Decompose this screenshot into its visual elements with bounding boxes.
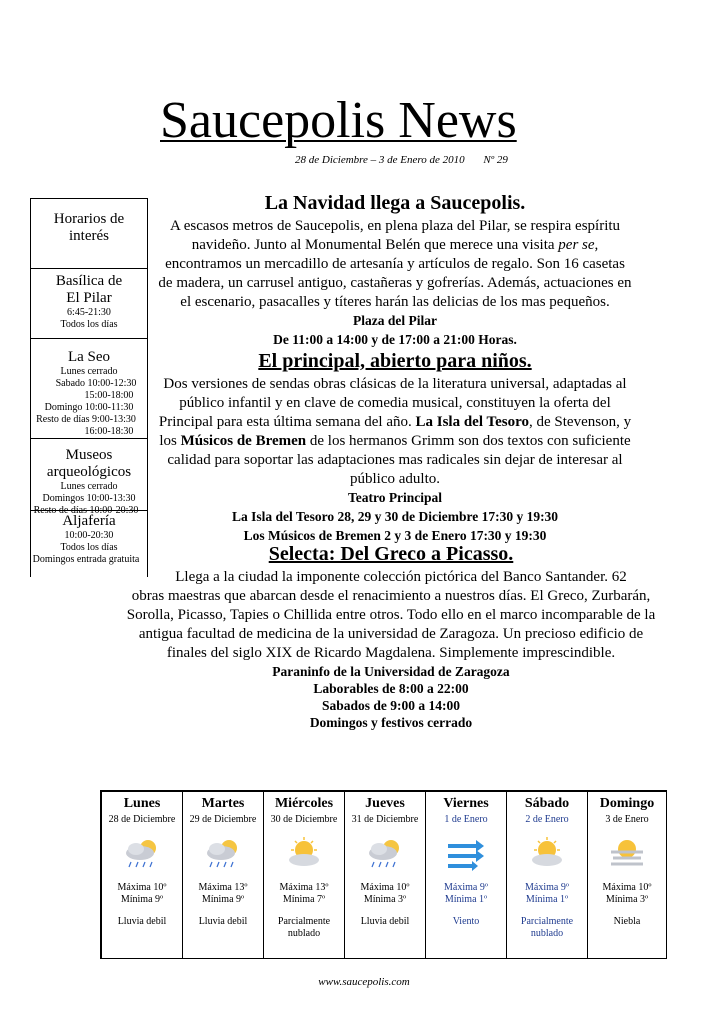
weather-day-column bbox=[183, 792, 264, 958]
seo-hours: 15:00-18:00 bbox=[84, 390, 134, 401]
weather-condition bbox=[102, 916, 182, 928]
body-text: , de Stevenson, y bbox=[529, 414, 632, 430]
body-line bbox=[155, 236, 635, 255]
weather-condition bbox=[507, 916, 587, 940]
weather-max: Máxima 13º bbox=[279, 882, 329, 893]
weather-min: Mínima 3º bbox=[605, 894, 649, 905]
body-text: navideño. Junto al Monumental Belén que merece una visita bbox=[191, 237, 559, 253]
museos-title: Museos bbox=[65, 447, 113, 463]
body-line: finales del siglo XIX de Ricardo Magdalena. Simplemente imprescindible. bbox=[166, 645, 616, 661]
article-principal bbox=[155, 350, 635, 544]
body-line: A escasos metros de Saucepolis, en plena plaza del Pilar, se respira espíritu bbox=[169, 218, 621, 234]
aljaferia-hours: Domingos entrada gratuita bbox=[32, 554, 140, 565]
wind-icon bbox=[446, 836, 486, 872]
seo-hours: Domingo 10:00-11:30 bbox=[44, 402, 134, 413]
weather-date: 2 de Enero bbox=[525, 814, 569, 825]
sidebar-header bbox=[30, 198, 148, 269]
venue-schedule: Los Músicos de Bremen 2 y 3 de Enero 17:30 y 19:30 bbox=[243, 528, 547, 543]
body-line: obras maestras que abarcan desde el renacimiento a nuestros días. El Greco, Zurbarán, bbox=[131, 588, 651, 604]
basilica-hours: Todos los días bbox=[60, 319, 118, 330]
basilica-hours: 6:45-21:30 bbox=[67, 307, 111, 318]
weather-condition bbox=[426, 916, 506, 928]
weather-date: 30 de Diciembre bbox=[270, 814, 338, 825]
museos-hours: Domingos 10:00-13:30 bbox=[42, 493, 136, 504]
body-line bbox=[155, 413, 635, 432]
partly-cloudy-icon bbox=[527, 836, 567, 872]
body-line bbox=[155, 432, 635, 451]
museos-hours: Resto de días 10:00-20:30 bbox=[33, 505, 139, 516]
seo-hours: Resto de días 9:00-13:30 bbox=[36, 414, 136, 425]
weather-condition-line: Viento bbox=[452, 916, 480, 927]
seo-hours: Sabado 10:00-12:30 bbox=[55, 378, 137, 389]
body-line: antigua facultad de medicina de la universidad de Zaragoza. Un precioso edificio de bbox=[138, 626, 644, 642]
venue-name: Teatro Principal bbox=[347, 490, 443, 505]
weather-temps bbox=[102, 882, 182, 906]
weather-min: Mínima 9º bbox=[120, 894, 164, 905]
weather-condition bbox=[588, 916, 666, 928]
sidebar-item-basilica bbox=[30, 268, 148, 339]
aljaferia-hours: 10:00-20:30 bbox=[64, 530, 114, 541]
weather-min: Mínima 9º bbox=[201, 894, 245, 905]
sidebar-header-line: Horarios de bbox=[53, 211, 125, 227]
weather-condition-line: Lluvia debil bbox=[360, 916, 410, 927]
weather-temps bbox=[345, 882, 425, 906]
article-body bbox=[95, 568, 687, 663]
weather-date: 3 de Enero bbox=[605, 814, 649, 825]
weather-condition-line: Parcialmente bbox=[277, 916, 331, 927]
weather-max: Máxima 10º bbox=[602, 882, 652, 893]
weather-max: Máxima 10º bbox=[360, 882, 410, 893]
venue-name: Paraninfo de la Universidad de Zaragoza bbox=[272, 664, 510, 679]
weather-day-column bbox=[426, 792, 507, 958]
weather-temps bbox=[426, 882, 506, 906]
seo-hours: Lunes cerrado bbox=[60, 366, 118, 377]
museos-hours: Lunes cerrado bbox=[60, 481, 118, 492]
weather-condition bbox=[183, 916, 263, 928]
weather-day-name: Jueves bbox=[365, 796, 405, 811]
weather-temps bbox=[588, 882, 666, 906]
weather-min: Mínima 3º bbox=[363, 894, 407, 905]
venue-schedule: Laborables de 8:00 a 22:00 bbox=[313, 681, 469, 696]
weather-condition-line: Niebla bbox=[613, 916, 641, 927]
aljaferia-title: Aljafería bbox=[62, 513, 116, 529]
weather-condition-line: Lluvia debil bbox=[117, 916, 167, 927]
weather-day-name: Domingo bbox=[599, 796, 655, 811]
weather-day-name: Sábado bbox=[524, 796, 570, 811]
weather-temps bbox=[264, 882, 344, 906]
seo-hours: 16:00-18:30 bbox=[84, 426, 134, 437]
weather-condition-line: nublado bbox=[287, 928, 321, 939]
weather-day-name: Martes bbox=[201, 796, 245, 811]
body-line: encontramos un mercadillo de artesanía y artículos de regalo. Son 16 casetas bbox=[165, 256, 625, 272]
weather-condition bbox=[264, 916, 344, 940]
weather-day-column bbox=[507, 792, 588, 958]
weather-max: Máxima 10º bbox=[117, 882, 167, 893]
fog-icon bbox=[607, 836, 647, 872]
museos-title: arqueológicos bbox=[46, 464, 132, 480]
weather-min: Mínima 7º bbox=[282, 894, 326, 905]
seo-title: La Seo bbox=[67, 349, 111, 365]
weather-day-column bbox=[102, 792, 183, 958]
footer-url: www.saucepolis.com bbox=[318, 976, 410, 988]
venue-schedule: La Isla del Tesoro 28, 29 y 30 de Diciembre 17:30 y 19:30 bbox=[231, 509, 559, 524]
article-headline: El principal, abierto para niños. bbox=[258, 350, 532, 372]
issue-dates: 28 de Diciembre – 3 de Enero de 2010 bbox=[295, 154, 465, 166]
partly-cloudy-icon bbox=[284, 836, 324, 872]
body-line: calidad para soportar las adaptaciones mas radicales sin dejar de interesar al bbox=[167, 452, 623, 468]
body-text: Principal para esta última semana del año. bbox=[158, 414, 416, 430]
body-line: el escenario, pasacalles y títeres harán las delicias de los mas pequeños. bbox=[180, 294, 610, 310]
rain-cloud-icon bbox=[365, 836, 405, 872]
rain-cloud-icon bbox=[203, 836, 243, 872]
body-line: público adulto. bbox=[350, 471, 440, 487]
weather-date: 31 de Diciembre bbox=[351, 814, 419, 825]
sidebar-header-line: interés bbox=[69, 228, 109, 244]
weather-date: 29 de Diciembre bbox=[189, 814, 257, 825]
article-body bbox=[155, 217, 635, 312]
weather-condition-line: nublado bbox=[530, 928, 564, 939]
bold-title: La Isla del Tesoro bbox=[415, 414, 529, 430]
body-text: los bbox=[159, 433, 181, 449]
weather-date: 1 de Enero bbox=[444, 814, 488, 825]
weather-temps bbox=[183, 882, 263, 906]
aljaferia-hours: Todos los días bbox=[60, 542, 118, 553]
weather-day-name: Viernes bbox=[443, 796, 489, 811]
weather-min: Mínima 1º bbox=[444, 894, 488, 905]
article-headline: La Navidad llega a Saucepolis. bbox=[264, 192, 526, 214]
article-body bbox=[155, 375, 635, 489]
weather-condition-line: Lluvia debil bbox=[198, 916, 248, 927]
weather-temps bbox=[507, 882, 587, 906]
weather-day-name: Miércoles bbox=[274, 796, 334, 811]
italic-phrase: per se, bbox=[558, 237, 599, 253]
weather-forecast-table bbox=[100, 790, 667, 959]
weather-condition-line: Parcialmente bbox=[520, 916, 574, 927]
body-line: Llega a la ciudad la imponente colección pictórica del Banco Santander. 62 bbox=[175, 569, 627, 585]
venue-schedule: De 11:00 a 14:00 y de 17:00 a 21:00 Horas. bbox=[273, 332, 517, 347]
article-selecta bbox=[95, 543, 687, 731]
weather-day-column bbox=[588, 792, 666, 958]
body-line: de madera, un carrusel antiguo, castañeras y gofrerías. Además, actuaciones en bbox=[158, 275, 632, 291]
body-line: Sorolla, Picasso, Tapies o Chillida entre otros. Todo ello en el marco incomparable de la bbox=[126, 607, 656, 623]
weather-day-name: Lunes bbox=[123, 796, 161, 811]
venue-schedule: Sabados de 9:00 a 14:00 bbox=[321, 698, 461, 713]
basilica-title: El Pilar bbox=[66, 290, 112, 306]
rain-cloud-icon bbox=[122, 836, 162, 872]
bold-title: Músicos de Bremen bbox=[180, 433, 307, 449]
weather-min: Mínima 1º bbox=[525, 894, 569, 905]
body-line: Dos versiones de sendas obras clásicas de la literatura universal, adaptadas al bbox=[163, 376, 627, 392]
basilica-title: Basílica de bbox=[55, 273, 123, 289]
issue-info bbox=[295, 154, 524, 166]
body-line: público infantil y en clave de comedia musical, constituyen la oferta del bbox=[179, 395, 611, 411]
newspaper-title: Saucepolis News bbox=[160, 92, 517, 149]
weather-date: 28 de Diciembre bbox=[108, 814, 176, 825]
venue-schedule: Domingos y festivos cerrado bbox=[309, 715, 473, 730]
weather-day-column bbox=[345, 792, 426, 958]
article-headline: Selecta: Del Greco a Picasso. bbox=[268, 543, 514, 565]
article-navidad bbox=[155, 192, 635, 348]
weather-max: Máxima 13º bbox=[198, 882, 248, 893]
weather-max: Máxima 9º bbox=[444, 882, 488, 893]
issue-number: Nº 29 bbox=[483, 154, 508, 166]
sidebar-item-seo bbox=[30, 338, 148, 439]
body-text: de los hermanos Grimm son dos textos con suficiente bbox=[306, 433, 631, 449]
venue-name: Plaza del Pilar bbox=[353, 313, 437, 328]
weather-max: Máxima 9º bbox=[525, 882, 569, 893]
weather-condition bbox=[345, 916, 425, 928]
weather-day-column bbox=[264, 792, 345, 958]
sidebar-item-museos bbox=[30, 438, 148, 516]
